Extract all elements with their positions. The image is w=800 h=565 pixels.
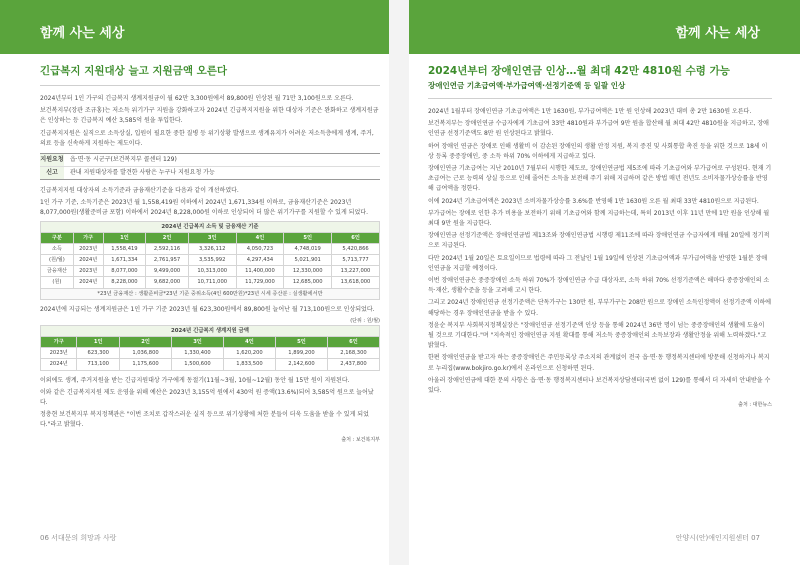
table-cell: 1,620,200	[224, 348, 276, 359]
left-title-divider	[40, 85, 380, 86]
left-source: 출처 : 보건복지부	[341, 436, 380, 443]
table-cell: 1,500,600	[172, 359, 224, 370]
right-section-title: 함께 사는 세상	[675, 26, 760, 41]
table-header-cell: 가구	[73, 232, 103, 243]
table-cell: 1,558,419	[103, 243, 146, 254]
right-paragraph: 보건복지부는 장애인연금 수급자에게 기초급여 33만 4810원과 부가급여 9만 원을 합산해 월 최대 42만 4810원을 지급하고, 장애인연금 선정기준액도 8만 원 인상된다고 밝혔다.	[428, 120, 769, 138]
table-cell: 1,671,334	[103, 255, 146, 266]
table-cell: 2024년	[41, 359, 77, 370]
right-paragraph: 이번 장애인연금은 중증장애인 소득 하위 70%가 장애인연금 수급 대상자로, 소득 하위 70% 선정기준액은 해마다 중증장애인의 소득·재산, 생활수준을 등을 고려해 고시 한다.	[428, 277, 770, 295]
table-header-cell: 구분	[41, 232, 74, 243]
income-table-caption: 2024년 긴급복지 소득 및 금융재산 기준	[40, 221, 380, 232]
right-paragraph: 하여 장애인 연금은 장애로 인해 생활비 이 감손된 장애인의 생활 안정 지원, 복지 증진 및 사회통합 촉진 등을 위한 것으로 18세 이상 등록 중증장애인, 중 소득 하위 70% 이하에게 지급하고 있다.	[428, 142, 768, 160]
table-cell: 4,748,019	[284, 243, 332, 254]
right-paragraph: 그리고 2024년 장애인연금 선정기준액은 단독가구는 130만 원, 부부가구는 208만 원으로 장애인 소득인정액이 선정기준액 이하에 해당하는 경우 장애인연금을 받을 수 있다.	[428, 299, 772, 317]
table-cell: 5,420,866	[332, 243, 380, 254]
table-row	[41, 243, 380, 254]
table-cell: 2023년	[73, 266, 103, 277]
left-paragraph: 이외에도 생계, 주거지원을 받는 긴급지원대상 가구에게 동절기(11월~3월, 10월~12월) 동안 월 15만 원이 지원된다.	[40, 376, 350, 384]
income-asset-table	[40, 232, 380, 300]
table-cell: 금융재산	[41, 266, 74, 277]
page-gutter	[389, 0, 409, 565]
left-paragraph: 이와 같은 긴급복지지원 제도 운영을 위해 예산은 2023년 3,155억 원에서 430억 원 증액(13.6%)되어 3,585억 원으로 늘어났다.	[40, 388, 374, 407]
right-paragraph: 이에 2024년 기초급여액은 2023년 소비자물가상승률 3.6%를 반영해 1만 1630원 오른 월 최대 33만 4810원으로 지급된다.	[428, 197, 759, 205]
right-article-title: 2024년부터 장애인연금 인상…월 최대 42만 4810원 수령 가능	[428, 65, 730, 77]
left-paragraph: 2024년에 지급되는 생계지원금은 1인 가구 기준 2023년 월 623,300원에서 89,800원 늘어난 월 713,100원으로 인상되었다.	[40, 305, 375, 313]
right-title-divider	[428, 98, 772, 99]
left-page	[40, 64, 380, 445]
right-paragraph: 한편 장애인연금을 받고자 하는 중증장애인은 주민등록상 주소지의 관계없이 전국 읍·면·동 행정복지센터에 방문해 신청하거나 복지로 누리집(www.bokjiro.go.kr)에서 온라인으로 신청하면 된다.	[428, 354, 770, 372]
table-cell: 2,142,600	[275, 359, 327, 370]
left-section-title: 함께 사는 세상	[40, 26, 125, 41]
table-cell: 11,729,000	[236, 277, 284, 288]
table-row	[41, 277, 380, 288]
table-header-cell: 2인	[120, 337, 172, 348]
table-cell: 4,297,434	[236, 255, 284, 266]
right-paragraph: 정윤순 복지부 사회복지정책실장은 "장애인연금 선정기준액 인상 등을 통해 2024년 36만 명이 넘는 중증장애인의 생활에 도움이 될 것으로 기대한다."며 "지속적인 장애인연금 지원 확대를 통해 저소득 중증장애인의 소득보장과 생활안정을 위해 노력하겠다."고 밝혔다.	[428, 321, 767, 350]
table-header-cell: 5인	[275, 337, 327, 348]
table-cell: 5,713,777	[332, 255, 380, 266]
table-header-cell: 1인	[77, 337, 120, 348]
table-unit: (단위 : 원/월)	[350, 318, 380, 325]
left-paragraph: 1인 가구 기준, 소득기준은 2023년 월 1,558,419원 이하에서 2024년 1,671,334원 이하로, 금융재산기준은 2023년 8,077,000원(생활준비금 포함) 이하에서 2024년 8,228,000원 이하로 인상되어 더 많은 위기가구를 지원할 수 있게 되었다.	[40, 199, 368, 217]
table-footnote-row	[41, 288, 380, 299]
right-page	[428, 64, 772, 410]
table-cell: 12,330,000	[284, 266, 332, 277]
left-page-footer: 06 서대문의 희망과 사랑	[40, 534, 117, 542]
table-row	[41, 359, 380, 370]
table-header-cell: 6인	[332, 232, 380, 243]
table-cell: 4,050,723	[236, 243, 284, 254]
left-paragraph: 2024년부터 1인 가구의 긴급복지 생계지원금이 월 62만 3,300원에서 89,800원 인상된 월 71만 3,100원으로 오른다.	[40, 95, 354, 102]
table-cell: 9,682,000	[146, 277, 189, 288]
table-cell: 1,899,200	[275, 348, 327, 359]
table-cell: 3,326,112	[188, 243, 236, 254]
right-paragraph: 부가급여는 장애로 인한 추가 비용을 보전하기 위해 기초급여와 함께 지급하는데, 특히 2013년 이후 11년 만에 1만 원을 인상해 월 최대 9만 원을 지급한다.	[428, 209, 770, 228]
table-cell: 713,100	[77, 359, 120, 370]
info-row	[40, 154, 380, 167]
right-header-banner	[409, 0, 800, 54]
table-cell: 3,535,992	[188, 255, 236, 266]
left-paragraph: 보건복지부(장관 조규홍)는 저소득 위기가구 지원을 강화하고자 2024년 긴급복지지원을 위한 대상자 기준은 완화하고 생계지원금은 인상하는 등 긴급복지 예산 3,585억 원을 투입한다.	[40, 107, 379, 125]
table-cell: 12,685,000	[284, 277, 332, 288]
table-row	[41, 348, 380, 359]
left-paragraph: 정충현 보건복지부 복지정책관은 "이번 조치로 갑작스러운 실직 등으로 위기상황에 처한 분들이 더욱 도움을 받을 수 있게 되었다."라고 밝혔다.	[40, 411, 369, 429]
table-cell: 소득	[41, 243, 74, 254]
table-cell: 2,168,300	[327, 348, 379, 359]
info-value: 읍·면·동 시군구(보건복지부 콜센터 129)	[70, 155, 177, 163]
right-article-subtitle: 장애인연금 기초급여액·부가급여액·선정기준액 등 일괄 인상	[428, 81, 626, 90]
right-paragraph: 아울러 장애인연금에 대한 문의 사항은 읍·면·동 행정복지센터나 보건복지상담센터(국번 없이 129)를 통해서 더 자세히 안내받을 수 있다.	[428, 376, 771, 395]
right-paragraph: 장애인연금 선정기준액은 장애인연금법 제13조와 장애인연금법 시행령 제11조에 따라 장애인연금 수급자에게 매월 20일에 정기적으로 지급된다.	[428, 232, 770, 250]
living-support-table-caption: 2024년 긴급복지 생계지원 금액	[40, 325, 380, 336]
table-header-cell: 6인	[327, 337, 379, 348]
table-header-cell: 3인	[172, 337, 224, 348]
table-cell: (원/월)	[41, 255, 74, 266]
table-cell: 8,228,000	[103, 277, 146, 288]
table-header-cell: 5인	[284, 232, 332, 243]
living-support-table	[40, 336, 380, 371]
table-header-row	[41, 232, 380, 243]
table-cell: 2023년	[73, 243, 103, 254]
table-cell: 9,499,000	[146, 266, 189, 277]
table-cell: 2,761,957	[146, 255, 189, 266]
table-cell: 2024년	[73, 277, 103, 288]
info-box	[40, 153, 380, 180]
table-header-cell: 2인	[146, 232, 189, 243]
table-cell: 1,833,500	[224, 359, 276, 370]
table-row	[41, 266, 380, 277]
table-header-cell: 3인	[188, 232, 236, 243]
table-cell: 5,021,901	[284, 255, 332, 266]
table-cell: 2,592,116	[146, 243, 189, 254]
left-paragraph: 긴급복지지원 대상자의 소득기준과 금융재산기준을 다음과 같이 개선하였다.	[40, 187, 239, 195]
right-page-footer: 안양시(안)애인지원센터 07	[675, 534, 760, 542]
right-source: 출처 : 대한뉴스	[738, 402, 772, 409]
right-paragraph: 다만 2024년 1월 20일은 토요일이므로 법령에 따라 그 전날인 1월 19일에 인상된 기초급여액과 부가급여액을 반영한 1월분 장애인연금을 지급할 예정이다.	[428, 254, 768, 272]
right-paragraph: 장애인연금 기초급여는 지난 2010년 7월부터 시행한 제도로, 장애인연금법 제5조에 따라 기초급여와 부가급여로 구성된다. 현재 기초급여는 근로 능력의 상실 등으로 인해 줄어든 소득을 보전해 주기 위해 지급하며 같은 방법 매년 전년도 소비자물가상승률을 반영해 급여액을 정한다.	[428, 165, 772, 193]
table-footnote: *23년 금융재산 : 생활준비금*23년 기준 중위소득(4인 600만원)*23년 시세 증산분 : 실생활에서만	[41, 288, 380, 299]
table-cell: 11,400,000	[236, 266, 284, 277]
table-cell: 1,036,800	[120, 348, 172, 359]
table-header-cell: 가구	[41, 337, 77, 348]
left-article-title: 긴급복지 지원대상 늘고 지원금액 오른다	[40, 65, 228, 77]
table-cell: 8,077,000	[103, 266, 146, 277]
table-header-row	[41, 337, 380, 348]
table-cell: 1,330,400	[172, 348, 224, 359]
table-cell: 13,618,000	[332, 277, 380, 288]
table-cell: 2023년	[41, 348, 77, 359]
table-row	[41, 255, 380, 266]
info-value: 관내 지원대상자를 발견한 사람은 누구나 지원요청 가능	[70, 168, 215, 176]
info-key: 신고	[40, 167, 64, 179]
left-paragraph: 긴급복지지원은 실직으로 소득상실, 입원이 필요한 중한 질병 등 위기상황 발생으로 생계유지가 어려운 저소득층에게 생계, 주거, 의료 등을 신속하게 지원하는 제도이다.	[40, 129, 374, 147]
table-header-cell: 4인	[236, 232, 284, 243]
table-header-cell: 1인	[103, 232, 146, 243]
table-cell: 623,300	[77, 348, 120, 359]
left-header-banner	[0, 0, 389, 54]
table-cell: 10,313,000	[188, 266, 236, 277]
info-key: 지원요청	[40, 154, 64, 166]
table-header-cell: 4인	[224, 337, 276, 348]
table-cell: 2,437,800	[327, 359, 379, 370]
info-row	[40, 167, 380, 179]
table-cell: 2024년	[73, 255, 103, 266]
table-cell: 10,711,000	[188, 277, 236, 288]
table-cell: (원)	[41, 277, 74, 288]
table-cell: 13,227,000	[332, 266, 380, 277]
right-paragraph: 2024년 1월부터 장애인연금 기초급여액은 1만 1630원, 부가급여액은 1만 원 인상해 2023년 대비 총 2만 1630원 오른다.	[428, 108, 752, 115]
table-cell: 1,175,600	[120, 359, 172, 370]
